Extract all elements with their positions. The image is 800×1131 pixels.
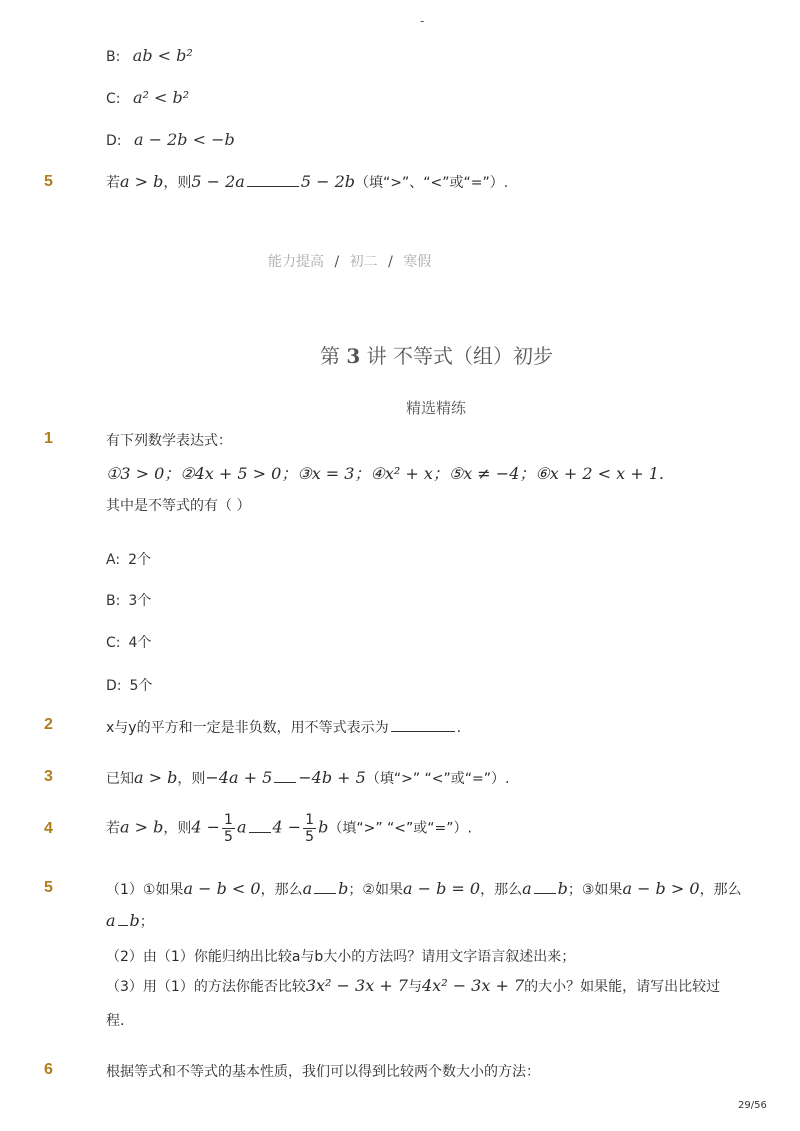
fraction-denominator: 5 [305,829,315,845]
question-number: 1 [44,430,53,447]
math: a − b < 0 [183,879,261,898]
question-number: 5 [44,879,53,896]
text: 讲 不等式（组）初步 [366,344,553,368]
math: −4a + 5 [205,768,273,787]
text: ，那么 [480,882,523,898]
text: 与 [407,979,422,995]
math: a − b > 0 [622,879,700,898]
answer-blank[interactable] [118,925,128,926]
answer-blank[interactable] [534,893,556,894]
text: 的大小？如果能，请写出比较过 [524,979,721,995]
breadcrumb-separator: / [388,254,393,270]
breadcrumb [268,251,431,271]
option-d[interactable] [106,675,152,695]
option-label: A: [106,552,121,568]
option-a[interactable] [106,549,151,569]
answer-blank[interactable] [314,893,336,894]
text: ，则 [163,820,192,837]
text: ； [139,914,154,930]
question-expressions: ①3 > 0；②4x + 5 > 0；③x = 3；④x² + x；⑤x ≠ −4；⑥x + 2 < x + 1. [106,464,664,483]
option-b[interactable] [106,590,151,610]
option-label: D: [106,678,122,694]
question-text [106,172,508,192]
text: （1）①如果 [106,882,184,898]
answer-blank[interactable] [391,731,455,732]
option-expr: a − 2b < −b [133,130,235,149]
math: a > b [120,172,164,191]
text: ，则 [163,175,192,191]
text: . [456,720,462,736]
option-label: C: [106,635,121,651]
math: a > b [120,817,164,837]
math: −4b + 5 [298,768,366,787]
option-c [106,88,189,107]
breadcrumb-separator: / [334,254,340,270]
option-c[interactable] [106,632,151,652]
math: a [236,817,247,837]
text: x与y的平方和一定是非负数，用不等式表示为 [106,720,389,736]
question-text: 有下列数学表达式： [106,433,232,449]
math: 3x² − 3x + 7 [305,976,408,995]
math: 4x² − 3x + 7 [421,976,525,995]
math: 5 − 2a [191,172,245,191]
question-line [106,879,742,899]
text: ，那么 [699,882,742,898]
answer-blank[interactable] [247,186,299,187]
answer-blank[interactable] [274,782,296,783]
fraction [303,812,316,845]
section-title: 精选精练 [406,399,467,417]
math: b [129,911,140,930]
math: b [557,879,568,898]
math: a − b = 0 [402,879,481,898]
text: （3）用（1）的方法你能否比较 [106,979,306,995]
math: a [302,879,313,898]
math: a [106,911,116,930]
question-prompt: 其中是不等式的有（ ） [106,498,251,514]
option-expr: ab < b² [132,46,193,65]
text: （填“>” “<”或“=”）. [365,771,510,787]
fraction-numerator: 1 [305,812,315,828]
question-line [106,911,154,931]
math: a > b [134,768,178,787]
option-d [106,130,235,149]
math: a [522,879,532,898]
text: ，那么 [260,882,303,898]
question-number: 2 [44,716,53,733]
text: 第 [320,344,340,368]
math: b [338,879,349,898]
option-value: 4个 [128,635,152,651]
text: 若 [106,175,120,191]
answer-blank[interactable] [249,832,271,833]
fraction-denominator: 5 [224,829,233,845]
question-text [106,812,472,845]
question-text: 根据等式和不等式的基本性质，我们可以得到比较两个数大小的方法： [106,1064,540,1080]
breadcrumb-item: 能力提高 [268,254,324,270]
option-value: 3个 [128,593,152,609]
question-number: 4 [44,820,53,837]
page-number: 29/56 [738,1100,767,1111]
option-label: B: [106,49,121,65]
option-value: 5个 [129,678,153,694]
math: 4 − [272,817,302,837]
breadcrumb-item: 初二 [349,254,378,270]
text: ；②如果 [348,882,403,898]
lesson-title [320,340,553,369]
option-label: C: [106,91,121,107]
lesson-number: 3 [346,344,361,368]
question-number: 6 [44,1061,53,1078]
text: （填“>” “<”或“=”）. [328,820,472,837]
option-label: D: [106,133,122,149]
question-text [106,768,509,788]
option-label: B: [106,593,121,609]
question-number: 3 [44,768,53,785]
text: 已知 [106,771,134,787]
header-mark: - [420,14,425,28]
question-number: 5 [44,173,53,190]
question-text [106,717,461,737]
option-b [106,46,193,65]
text: （填“>”、“<”或“=”）. [355,175,509,191]
text: 若 [106,820,120,837]
breadcrumb-item: 寒假 [403,254,432,270]
text: ；③如果 [567,882,623,898]
question-line [106,976,720,996]
option-expr: a² < b² [132,88,190,107]
fraction-numerator: 1 [224,812,233,828]
question-line: 程. [106,1013,125,1029]
option-value: 2个 [128,552,151,568]
text: ，则 [177,771,206,787]
math: 5 − 2b [300,172,356,191]
math: b [318,817,329,837]
math: 4 − [191,817,221,837]
fraction [222,812,235,845]
question-line: （2）由（1）你能归纳出比较a与b大小的方法吗？请用文字语言叙述出来； [106,949,576,965]
